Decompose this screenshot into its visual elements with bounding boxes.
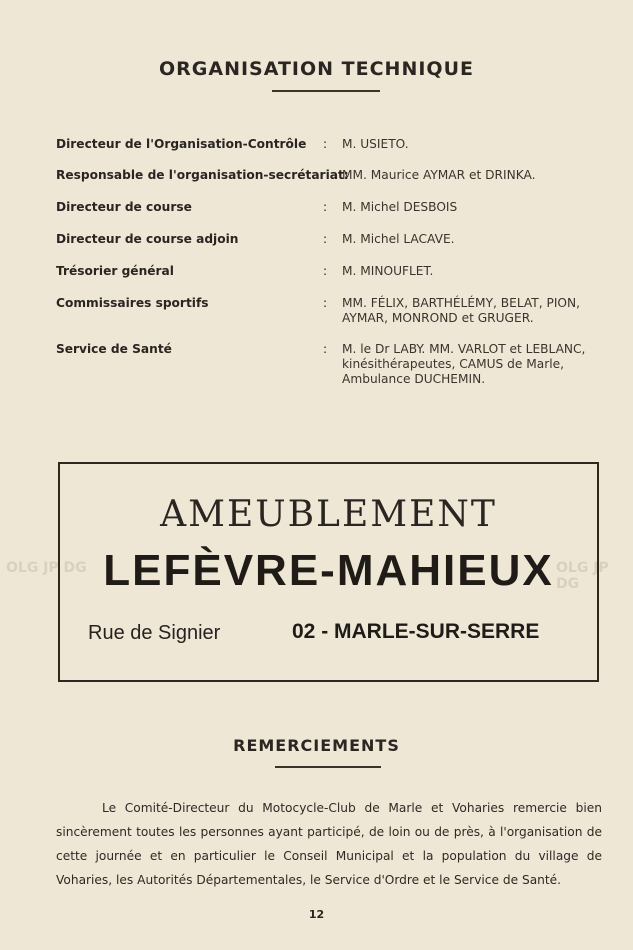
- thanks-paragraph: Le Comité-Directeur du Motocycle-Club de Marle et Voharies remercie bien sincèrement toutes les personnes ayant participé, de loin ou de près, à l'organisation de cette journée et en particulier le Conseil Municipal et la population du village de Voharies, les Autorités Départementales, le Service d'Ordre et le Service de Santé.: [56, 801, 602, 887]
- row-value: M. Michel DESBOIS: [342, 200, 458, 214]
- ad-heading: AMEUBLEMENT: [160, 494, 497, 535]
- row-label: Directeur de course: [56, 200, 192, 214]
- advertisement-box: [58, 462, 599, 682]
- row-value: M. USIETO.: [342, 137, 409, 151]
- row-value: MM. FÉLIX, BARTHÉLÉMY, BELAT, PION, AYMAR, MONROND et GRUGER.: [342, 296, 580, 325]
- ad-company-name: LEFÈVRE-MAHIEUX: [103, 546, 554, 595]
- row-colon: :: [323, 264, 328, 278]
- section-title-organisation: ORGANISATION TECHNIQUE: [159, 58, 474, 80]
- row-colon: :: [323, 232, 328, 246]
- row-colon: :: [323, 137, 328, 151]
- title-underline: [272, 90, 380, 92]
- row-label: Directeur de course adjoin: [56, 232, 239, 246]
- row-label: Directeur de l'Organisation-Contrôle: [56, 137, 307, 151]
- title-underline: [275, 766, 381, 768]
- row-colon: :: [323, 200, 328, 214]
- watermark: OLG JP DG: [6, 560, 87, 576]
- ad-city: 02 - MARLE-SUR-SERRE: [292, 620, 540, 643]
- page-number: 12: [308, 908, 325, 921]
- row-colon: :: [323, 296, 328, 310]
- row-value: M. le Dr LABY. MM. VARLOT et LEBLANC, kinésithérapeutes, CAMUS de Marle, Ambulance DUCHEMIN.: [342, 342, 586, 386]
- section-title-remerciements: REMERCIEMENTS: [233, 736, 400, 755]
- row-label: Commissaires sportifs: [56, 296, 209, 310]
- row-value: M. Michel LACAVE.: [342, 232, 455, 246]
- ad-street: Rue de Signier: [88, 622, 221, 644]
- row-colon: :: [323, 342, 328, 356]
- watermark: OLG JP DG: [556, 560, 609, 592]
- row-value: M. MINOUFLET.: [342, 264, 434, 278]
- row-value: MM. Maurice AYMAR et DRINKA.: [342, 168, 536, 182]
- row-label: Responsable de l'organisation-secrétariat:: [56, 168, 349, 182]
- row-label: Trésorier général: [56, 264, 174, 278]
- row-label: Service de Santé: [56, 342, 172, 356]
